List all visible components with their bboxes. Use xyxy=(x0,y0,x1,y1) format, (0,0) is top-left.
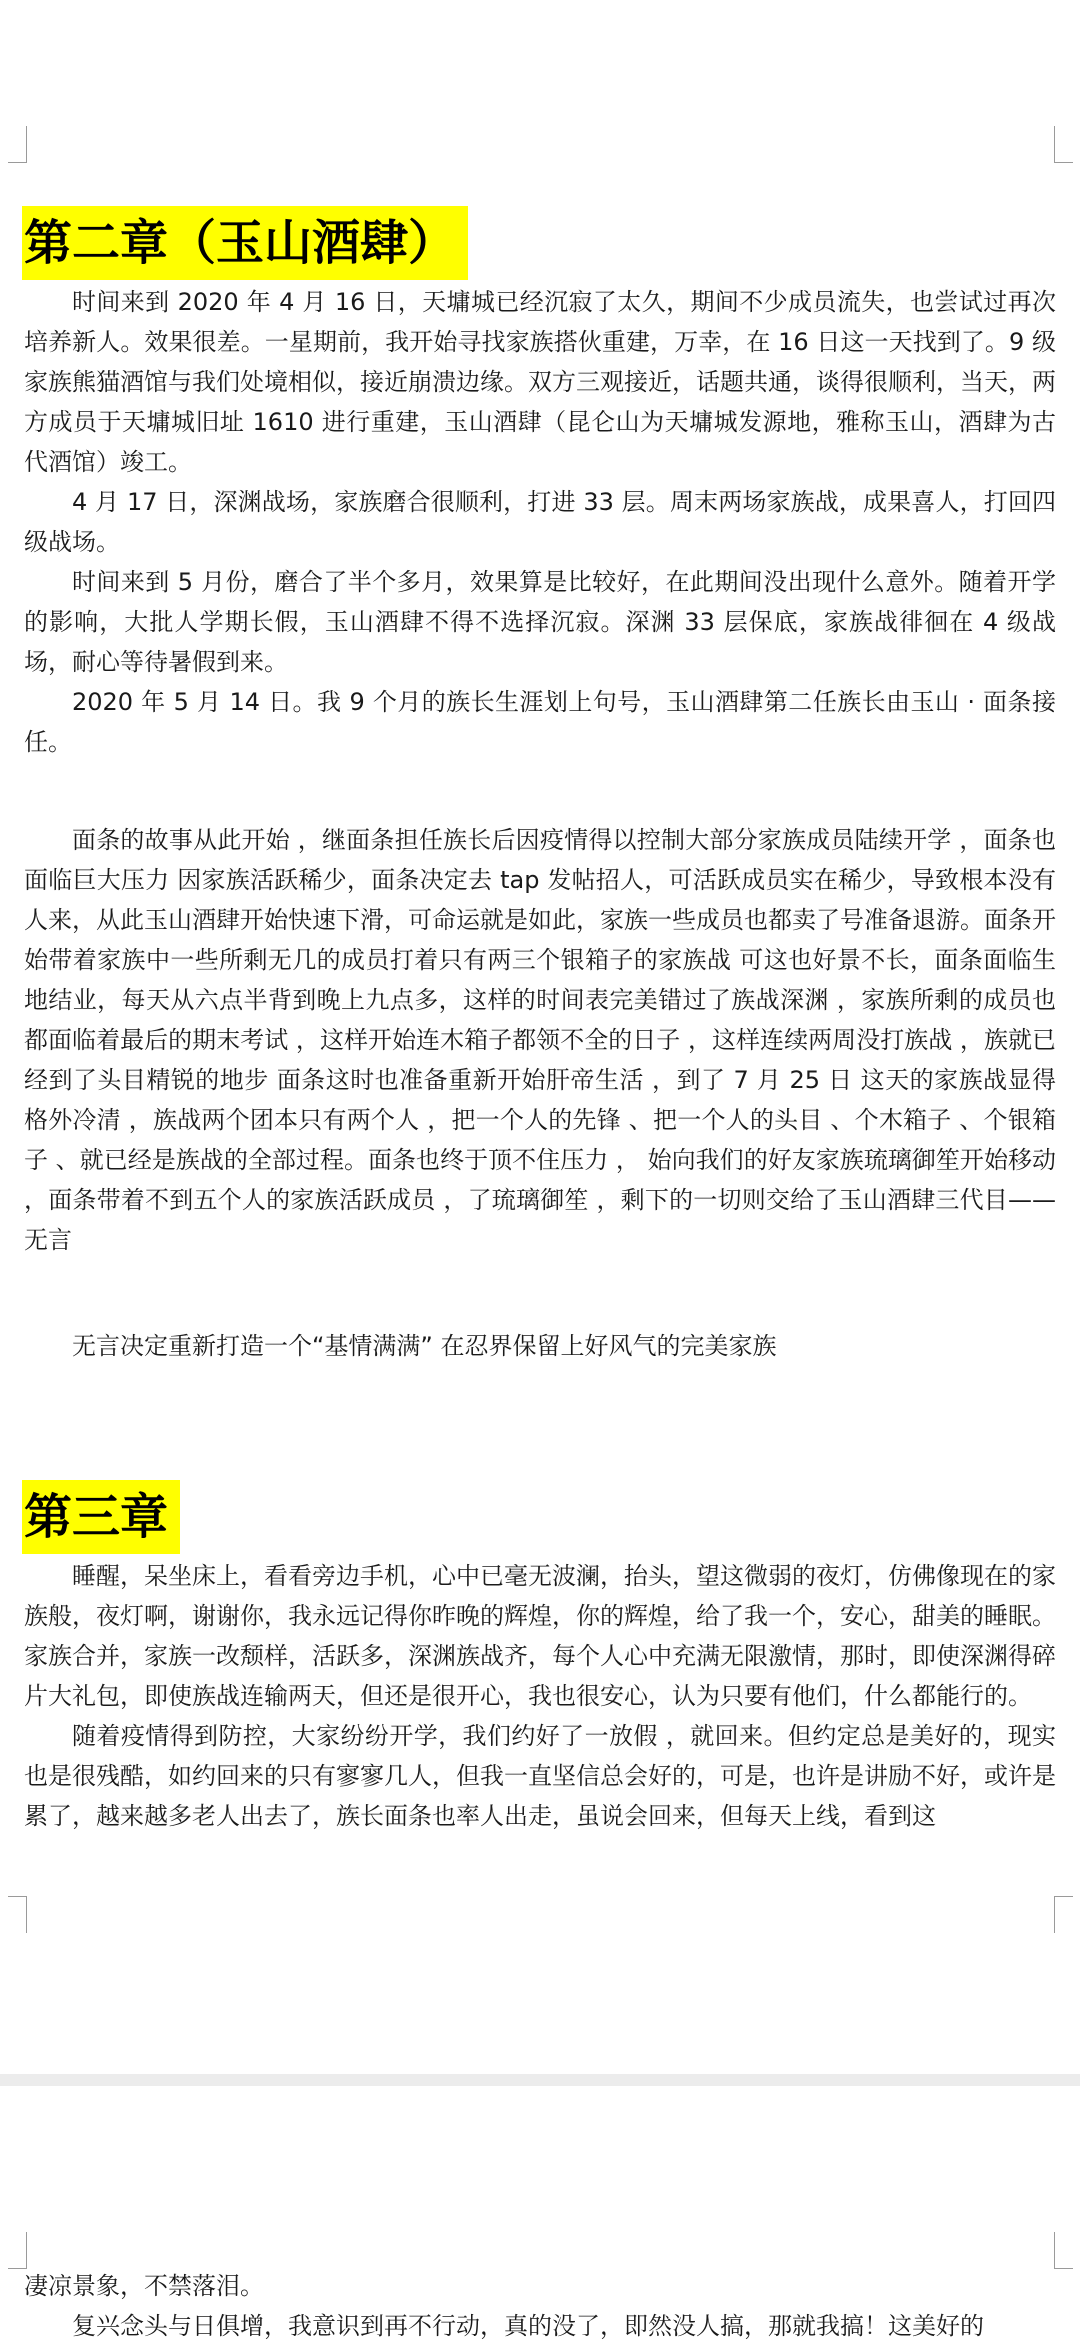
paragraph: 2020 年 5 月 14 日。我 9 个月的族长生涯划上句号，玉山酒肆第二任族长由玉山 · 面条接任。 xyxy=(24,688,1056,756)
crop-mark-bottom-right xyxy=(1054,1896,1073,1933)
paragraph: 面条的故事从此开始 ，继面条担任族长后因疫情得以控制大部分家族成员陆续开学 ，面条也面临巨大压力 因家族活跃稀少，面条决定去 tap 发帖招人，可活跃成员实在稀少，导致根本没有人来，从此玉山酒肆开始快速下滑，可命运就是如此，家族一些成员也都卖了号准备退游。面条开始带着家族中一些所剩无几的成员打着只有两三个银箱子的家族战 可这也好景不长，面条面临生地结业，每天从六点半背到晚上九点多，这样的时间表完美错过了族战深渊 ，家族所剩的成员也都面临着最后的期末考试 ，这样开始连木箱子都领不全的日子 ，这样连续两周没打族战 ，族就已经到了头目精锐的地步 面条这时也准备重新开始肝帝生活 ，到了 7 月 25 日 这天的家族战显得格外冷清 ，族战两个团本只有两个人 ，把一个人的先锋 、把一个人的头目 、个木箱子 、个银箱子 、就已经是族战的全部过程。面条也终于顶不住压力 ， 始向我们的好友家族琉璃御笙开始移动 ，面条带着不到五个人的家族活跃成员 ，了琉璃御笙 ，剩下的一切则交给了玉山酒肆三代目——无言 xyxy=(24,826,1056,1254)
page-separator xyxy=(0,2074,1080,2086)
paragraph: 睡醒，呆坐床上，看看旁边手机，心中已毫无波澜，抬头，望这微弱的夜灯，仿佛像现在的家族般，夜灯啊，谢谢你，我永远记得你昨晚的辉煌，你的辉煌，给了我一个，安心，甜美的睡眠。 家族合并，家族一改颓样，活跃多，深渊族战齐，每个人心中充满无限激情，那时，即使深渊得碎片大礼包，即使族战连输两天，但还是很开心，我也很安心，认为只要有他们，什么都能行的。 xyxy=(24,1562,1056,1710)
page-2-body xyxy=(24,2266,1056,2346)
crop-mark-top-right xyxy=(1054,2232,1073,2269)
crop-mark-bottom-left xyxy=(8,1896,27,1933)
paragraph: 凄凉景象，不禁落泪。 xyxy=(24,2272,264,2300)
chapter-2-heading: 第二章（玉山酒肆） xyxy=(22,206,468,280)
paragraph: 4 月 17 日，深渊战场，家族磨合很顺利，打进 33 层。周末两场家族战，成果喜人，打回四级战场。 xyxy=(24,488,1056,556)
paragraph: 复兴念头与日俱增，我意识到再不行动，真的没了，即然没人搞，那就我搞！这美好的 xyxy=(72,2312,984,2340)
chapter-3-heading: 第三章 xyxy=(22,1480,180,1554)
paragraph: 无言决定重新打造一个“基情满满” 在忍界保留上好风气的完美家族 xyxy=(72,1332,777,1360)
paragraph: 时间来到 2020 年 4 月 16 日，天墉城已经沉寂了太久，期间不少成员流失，也尝试过再次培养新人。效果很差。一星期前，我开始寻找家族搭伙重建，万幸，在 16 日这一天找到了。9 级家族熊猫酒馆与我们处境相似，接近崩溃边缘。双方三观接近，话题共通，谈得很顺利，当天，两方成员于天墉城旧址 1610 进行重建，玉山酒肆（昆仑山为天墉城发源地，雅称玉山，酒肆为古代酒馆）竣工。 xyxy=(24,288,1056,476)
chapter-2-body xyxy=(24,282,1056,762)
paragraph: 随着疫情得到防控，大家纷纷开学，我们约好了一放假 ，就回来。但约定总是美好的，现实也是很残酷，如约回来的只有寥寥几人，但我一直坚信总会好的，可是，也许是讲励不好，或许是累了，越来越多老人出去了，族长面条也率人出走，虽说会回来，但每天上线，看到这 xyxy=(24,1722,1056,1830)
crop-mark-top-right xyxy=(1054,126,1073,163)
chapter-3-body xyxy=(24,1556,1056,1836)
paragraph: 时间来到 5 月份，磨合了半个多月，效果算是比较好，在此期间没出现什么意外。随着开学的影响，大批人学期长假，玉山酒肆不得不选择沉寂。深渊 33 层保底，家族战徘徊在 4 级战场，耐心等待暑假到来。 xyxy=(24,568,1056,676)
crop-mark-top-left xyxy=(8,2232,27,2269)
document-page-2 xyxy=(0,2086,1080,2340)
story-body xyxy=(24,820,1056,1260)
crop-mark-top-left xyxy=(8,126,27,163)
story-closing xyxy=(24,1326,1056,1366)
